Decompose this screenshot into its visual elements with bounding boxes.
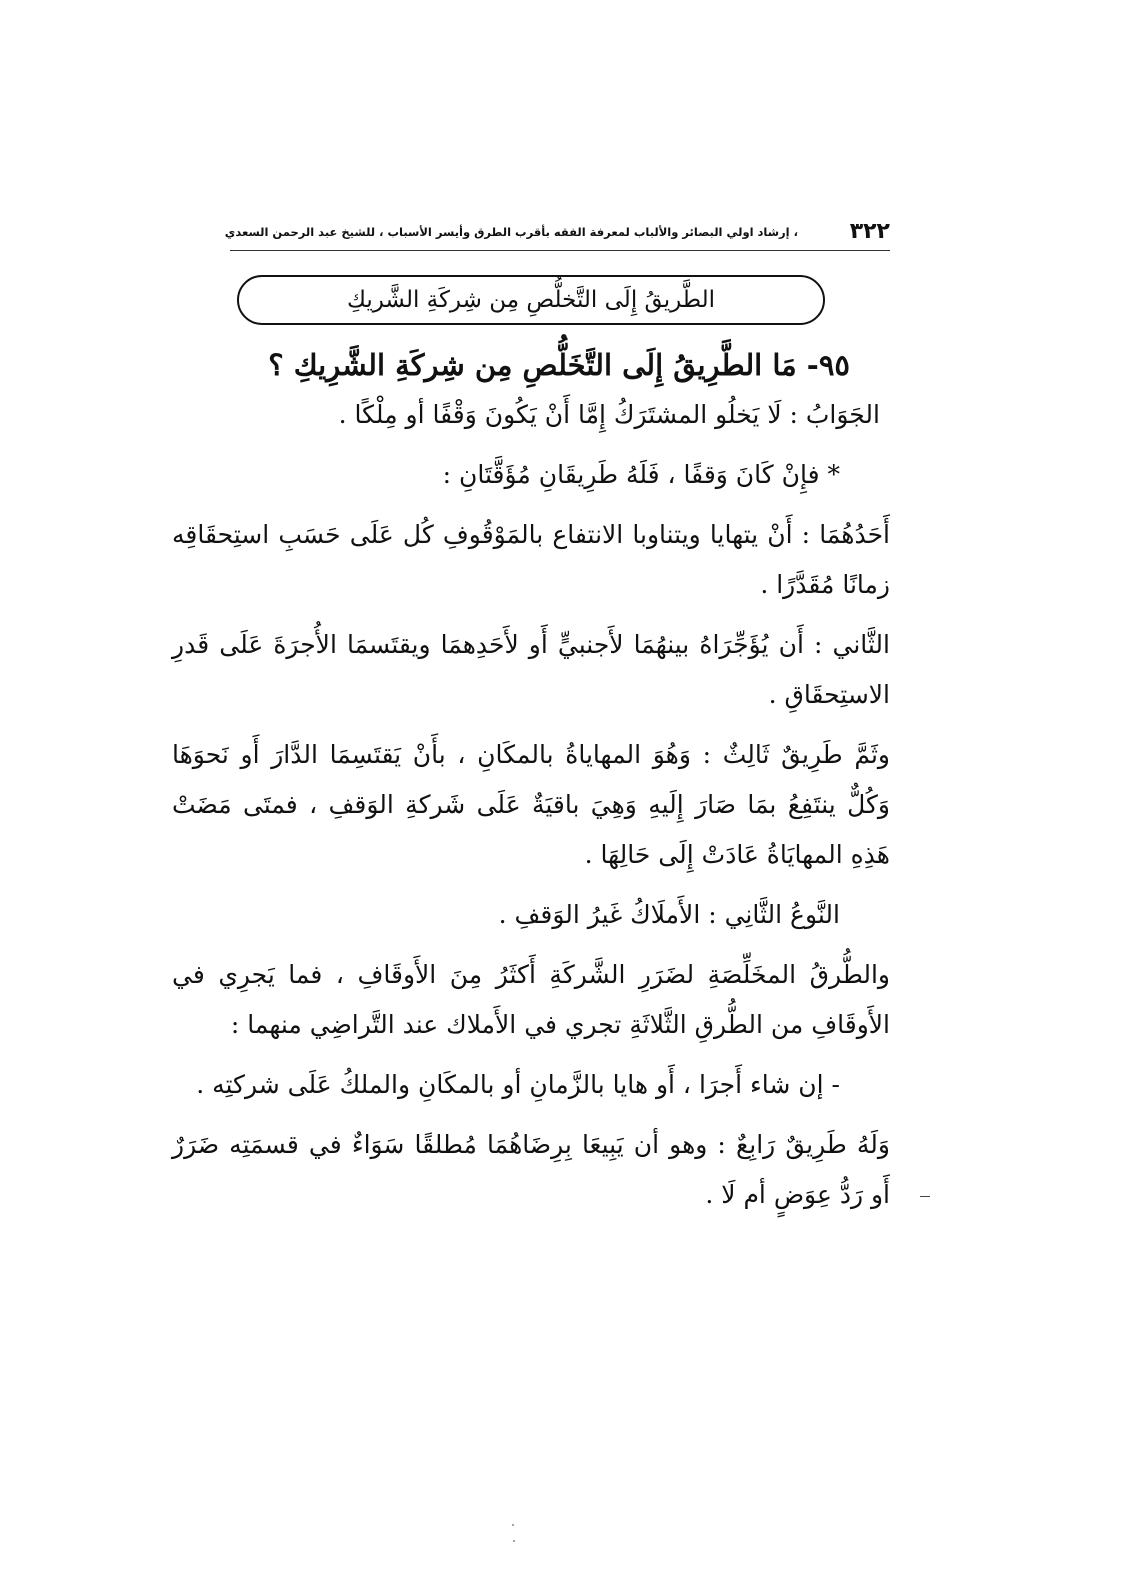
second-method-paragraph: الثَّاني : أَن يُؤَجِّرَاهُ بينهُمَا لأَجنبيٍّ أَو لأَحَدِهمَا ويقتَسمَا الأُجرَةَ عَلَى قَدرِ الاستِحقَاقِ . [172,630,890,709]
second-type-paragraph: النَّوعُ الثَّانِي : الأَملَاكُ غَيرُ الوَقفِ . [498,900,840,929]
section-heading-box [237,275,825,325]
scan-speck [512,1524,514,1526]
third-method-paragraph: وثَمَّ طَرِيقٌ ثَالِثٌ : وَهُوَ المهاياةُ بالمكَانِ ، بأَنْ يَقتَسِمَا الدَّارَ أَو نَحوَهَا وَكُلٌّ ينتَفِعُ بمَا صَارَ إِلَيهِ وَهِيَ باقيَةٌ عَلَى شَركةِ الوَقفِ ، فمتَى مَضَتْ هَذِهِ المهايَاةُ عَادَتْ إِلَى حَالِهَا . [172,740,890,869]
waqf-case-paragraph: * فإِنْ كَانَ وَقفًا ، فَلَهُ طَرِيقَانِ مُؤَقَّتَانِ : [442,460,840,489]
fourth-method-paragraph: وَلَهُ طَرِيقٌ رَابِعٌ : وهو أن يَبِيعَا بِرِضَاهُمَا مُطلقًا سَوَاءٌ في قسمَتِه ضَرَرٌ أَو رَدُّ عِوَضٍ أم لَا . [172,1130,890,1209]
property-methods-paragraph: والطُّرقُ المخَلِّصَةِ لضَرَرِ الشَّركَةِ أَكثَرُ مِنَ الأَوقَافِ ، فما يَجرِي في الأَوقَافِ من الطُّرقِ الثَّلاثَةِ تجري في الأَملاك عند التَّراضِي منهما : [172,960,890,1039]
section-heading: الطَّريقُ إِلَى التَّخلُّصِ مِن شِركَةِ الشَّريكِ [346,287,716,313]
scan-speck [513,1540,515,1542]
margin-mark [920,1196,930,1197]
running-header-title: ، إرشاد اولي البصائر والألباب لمعرفة الفقه بأقرب الطرق وأيسر الأسباب ، للشيخ عبد الرحمن السعدي [224,225,798,239]
body-text [172,340,890,1220]
options-paragraph: - إن شاء أَجرَا ، أَو هايا بالزَّمانِ أو بالمكَانِ والملكُ عَلَى شركتِه . [196,1070,840,1099]
running-header [224,206,890,256]
header-divider [230,250,890,251]
page-number: ٣٢٢ [849,219,890,244]
first-method-paragraph: أَحَدُهُمَا : أَنْ يتهايا ويتناوبا الانتفاع بالمَوْقُوفِ كُل عَلَى حَسَبِ استِحقَاقِه زمانًا مُقَدَّرًا . [172,520,890,599]
answer-paragraph: الجَوَابُ : لَا يَخلُو المشتَرَكُ إِمَّا أَنْ يَكُونَ وَقْفًا أو مِلْكًا . [338,400,880,429]
question-heading: ٩٥- مَا الطَّرِيقُ إِلَى التَّخَلُّصِ مِن شِركَةِ الشَّرِيكِ ؟ [268,348,850,382]
